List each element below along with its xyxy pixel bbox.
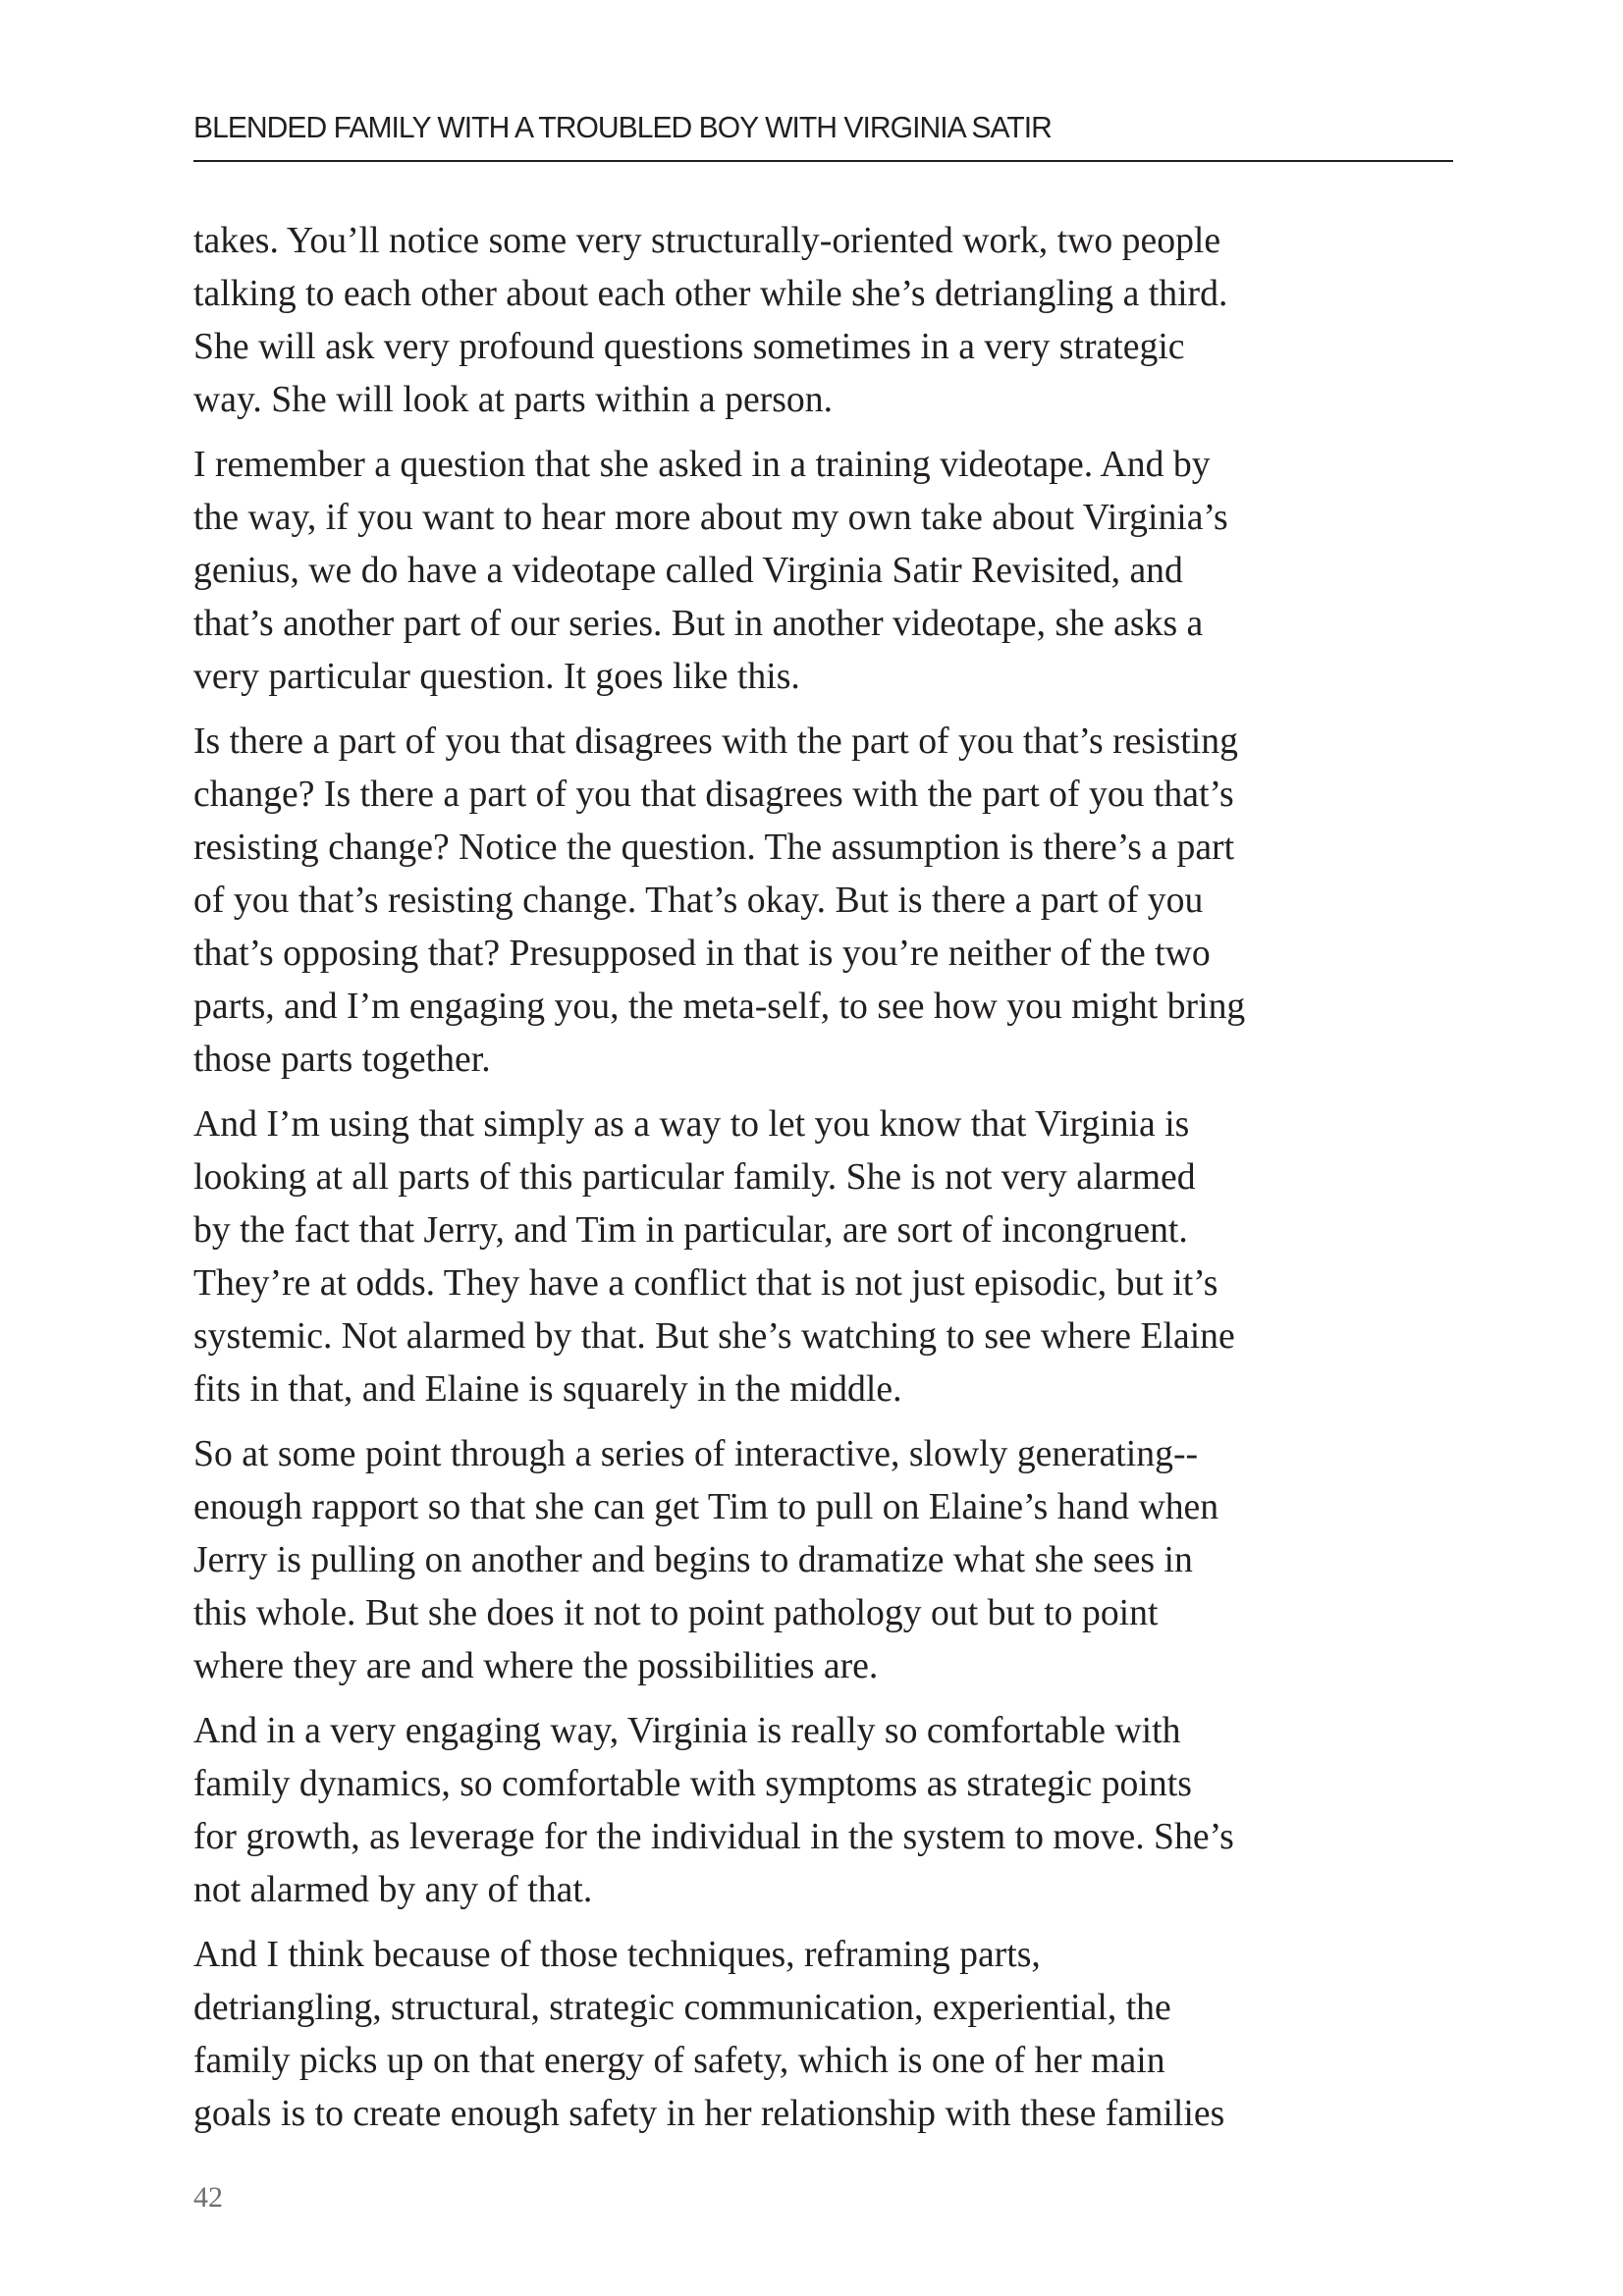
text-line: genius, we do have a videotape called Virginia Satir Revisited, and <box>193 550 1183 591</box>
text-line: fits in that, and Elaine is squarely in the middle. <box>193 1368 902 1410</box>
text-line: that’s opposing that? Presupposed in that is you’re neither of the two <box>193 933 1211 974</box>
text-line: goals is to create enough safety in her relationship with these families <box>193 2093 1225 2134</box>
paragraph <box>193 214 1470 426</box>
text-line: for growth, as leverage for the individual in the system to move. She’s <box>193 1816 1234 1857</box>
paragraph <box>193 438 1470 703</box>
paragraph <box>193 1928 1470 2140</box>
text-line: that’s another part of our series. But in another videotape, she asks a <box>193 603 1204 644</box>
text-line: And in a very engaging way, Virginia is really so comfortable with <box>193 1710 1181 1751</box>
text-line: by the fact that Jerry, and Tim in particular, are sort of incongruent. <box>193 1209 1188 1251</box>
text-line: And I think because of those techniques, reframing parts, <box>193 1934 1041 1975</box>
header-divider <box>193 160 1453 162</box>
running-header: BLENDED FAMILY WITH A TROUBLED BOY WITH VIRGINIA SATIR <box>193 110 1052 144</box>
text-line: change? Is there a part of you that disagrees with the part of you that’s <box>193 774 1234 815</box>
paragraph <box>193 1427 1470 1692</box>
text-line: parts, and I’m engaging you, the meta-self, to see how you might bring <box>193 986 1246 1027</box>
text-line: way. She will look at parts within a person. <box>193 379 834 420</box>
text-line: talking to each other about each other while she’s detriangling a third. <box>193 273 1228 314</box>
text-line: She will ask very profound questions sometimes in a very strategic <box>193 326 1185 367</box>
body-text <box>193 214 1470 2152</box>
text-line: resisting change? Notice the question. The assumption is there’s a part <box>193 827 1235 868</box>
paragraph <box>193 1704 1470 1916</box>
text-line: family dynamics, so comfortable with symptoms as strategic points <box>193 1763 1192 1804</box>
text-line: family picks up on that energy of safety, which is one of her main <box>193 2040 1165 2081</box>
text-line: not alarmed by any of that. <box>193 1869 593 1910</box>
text-line: They’re at odds. They have a conflict that is not just episodic, but it’s <box>193 1262 1218 1304</box>
text-line: very particular question. It goes like this. <box>193 656 800 697</box>
text-line: And I’m using that simply as a way to let you know that Virginia is <box>193 1103 1190 1145</box>
text-line: of you that’s resisting change. That’s okay. But is there a part of you <box>193 880 1204 921</box>
paragraph <box>193 1097 1470 1415</box>
text-line: So at some point through a series of interactive, slowly generating-- <box>193 1433 1199 1474</box>
text-line: where they are and where the possibilities are. <box>193 1645 879 1686</box>
page-number: 42 <box>193 2181 223 2214</box>
text-line: systemic. Not alarmed by that. But she’s watching to see where Elaine <box>193 1315 1235 1357</box>
text-line: enough rapport so that she can get Tim to pull on Elaine’s hand when <box>193 1486 1219 1527</box>
text-line: detriangling, structural, strategic communication, experiential, the <box>193 1987 1171 2028</box>
paragraph <box>193 715 1470 1086</box>
text-line: looking at all parts of this particular family. She is not very alarmed <box>193 1156 1196 1198</box>
text-line: Is there a part of you that disagrees with the part of you that’s resisting <box>193 721 1238 762</box>
text-line: takes. You’ll notice some very structurally-oriented work, two people <box>193 220 1221 261</box>
text-line: this whole. But she does it not to point pathology out but to point <box>193 1592 1159 1633</box>
text-line: Jerry is pulling on another and begins to dramatize what she sees in <box>193 1539 1193 1580</box>
text-line: those parts together. <box>193 1039 491 1080</box>
text-line: I remember a question that she asked in a training videotape. And by <box>193 444 1211 485</box>
text-line: the way, if you want to hear more about my own take about Virginia’s <box>193 497 1228 538</box>
